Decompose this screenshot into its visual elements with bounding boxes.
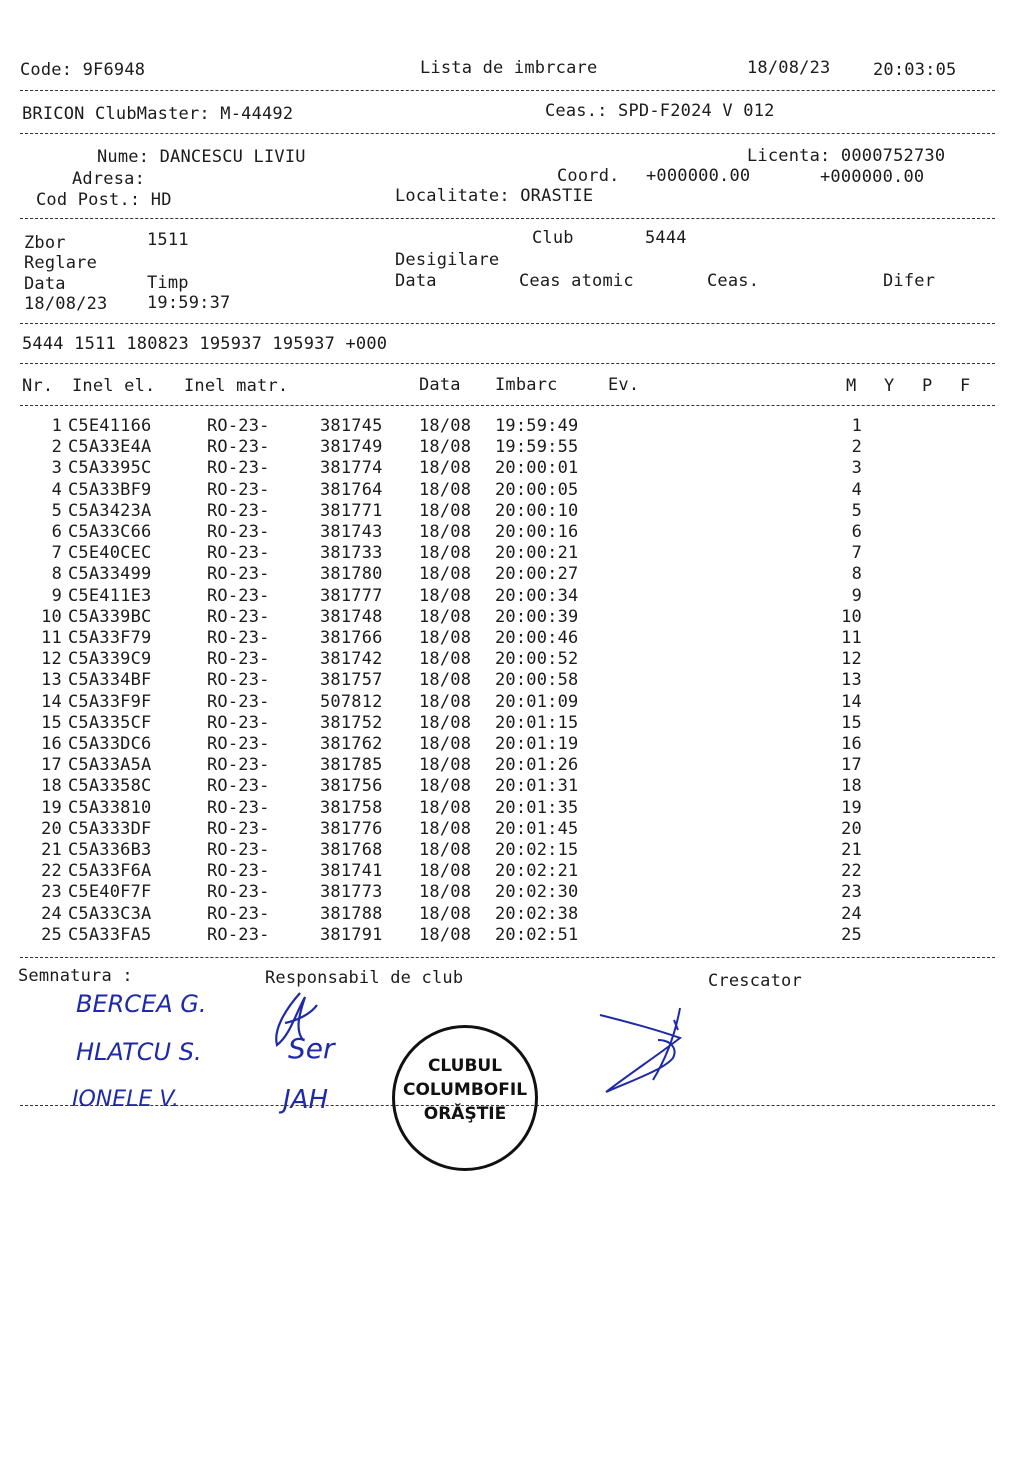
cell-imbarc: 20:00:01 xyxy=(495,458,579,479)
cell-data: 18/08 xyxy=(419,585,472,606)
cell-inel-el: C5A33810 xyxy=(68,797,152,818)
club-stamp xyxy=(392,1025,538,1171)
cell-m: 1 xyxy=(851,416,862,436)
owner-name: Nume: DANCESCU LIVIU xyxy=(97,147,306,167)
cell-m: 23 xyxy=(841,882,862,903)
unseal-date-label: Data xyxy=(395,271,437,291)
cell-prefix: RO-23- xyxy=(207,712,270,733)
divider xyxy=(20,363,995,364)
cell-prefix: RO-23- xyxy=(207,797,270,818)
cell-prefix: RO-23- xyxy=(207,882,270,903)
cell-matr: 381766 xyxy=(320,628,383,648)
cell-data: 18/08 xyxy=(419,691,472,712)
table-row xyxy=(0,819,1024,840)
cell-inel-el: C5A339C9 xyxy=(68,649,152,670)
cell-matr: 507812 xyxy=(320,691,383,712)
cell-matr: 381752 xyxy=(320,712,383,733)
cell-m: 19 xyxy=(841,797,862,818)
cell-nr: 8 xyxy=(51,564,62,585)
table-row xyxy=(0,458,1024,479)
coord-y: +000000.00 xyxy=(820,167,925,187)
cell-matr: 381745 xyxy=(320,416,383,436)
coord-label: Coord. xyxy=(557,166,620,186)
club-responsible-label: Responsabil de club xyxy=(265,968,464,988)
cell-matr: 381742 xyxy=(320,649,383,670)
cell-data: 18/08 xyxy=(419,458,472,479)
cell-inel-el: C5E40CEC xyxy=(68,543,152,564)
cell-data: 18/08 xyxy=(419,734,472,754)
cell-matr: 381768 xyxy=(320,840,383,860)
cell-nr: 13 xyxy=(41,670,62,691)
cell-matr: 381758 xyxy=(320,797,383,818)
cell-prefix: RO-23- xyxy=(207,543,270,564)
col-f: F xyxy=(960,376,971,396)
cell-m: 25 xyxy=(841,924,862,945)
cell-inel-el: C5A3423A xyxy=(68,500,152,521)
cell-prefix: RO-23- xyxy=(207,840,270,860)
cell-m: 5 xyxy=(851,500,862,521)
table-row xyxy=(0,840,1024,861)
cell-prefix: RO-23- xyxy=(207,585,270,606)
setting-date: 18/08/23 xyxy=(24,294,108,314)
cell-m: 24 xyxy=(841,903,862,924)
clock-label: Ceas. xyxy=(707,271,760,291)
cell-data: 18/08 xyxy=(419,479,472,500)
cell-m: 4 xyxy=(851,479,862,500)
cell-matr: 381776 xyxy=(320,818,383,839)
locality: Localitate: ORASTIE xyxy=(395,186,594,206)
club-number: 5444 xyxy=(645,228,687,248)
cell-m: 6 xyxy=(851,522,862,542)
cell-m: 22 xyxy=(841,861,862,882)
cell-nr: 12 xyxy=(41,649,62,670)
col-nr: Nr. xyxy=(22,376,54,396)
print-time: 20:03:05 xyxy=(873,60,957,80)
table-row xyxy=(0,437,1024,458)
cell-data: 18/08 xyxy=(419,500,472,521)
flight-number: 1511 xyxy=(147,230,189,250)
cell-m: 14 xyxy=(841,691,862,712)
date-label: Data xyxy=(24,274,66,294)
cell-imbarc: 20:01:15 xyxy=(495,712,579,733)
cell-m: 8 xyxy=(851,564,862,585)
cell-nr: 25 xyxy=(41,924,62,945)
cell-matr: 381780 xyxy=(320,564,383,585)
cell-m: 18 xyxy=(841,776,862,797)
cell-data: 18/08 xyxy=(419,543,472,564)
cell-matr: 381791 xyxy=(320,924,383,945)
cell-data: 18/08 xyxy=(419,776,472,797)
col-y: Y xyxy=(884,376,895,396)
table-row xyxy=(0,798,1024,819)
table-row xyxy=(0,734,1024,755)
cell-imbarc: 20:02:51 xyxy=(495,924,579,945)
difference-label: Difer xyxy=(883,271,936,291)
signature-scribble-icon xyxy=(255,985,355,1055)
cell-matr: 381762 xyxy=(320,734,383,754)
table-row xyxy=(0,670,1024,691)
cell-inel-el: C5A3395C xyxy=(68,458,152,479)
cell-nr: 2 xyxy=(51,437,62,458)
cell-prefix: RO-23- xyxy=(207,818,270,839)
cell-imbarc: 20:02:30 xyxy=(495,882,579,903)
cell-prefix: RO-23- xyxy=(207,479,270,500)
cell-imbarc: 19:59:49 xyxy=(495,416,579,436)
cell-imbarc: 20:00:58 xyxy=(495,670,579,691)
cell-prefix: RO-23- xyxy=(207,755,270,776)
cell-m: 12 xyxy=(841,649,862,670)
cell-inel-el: C5E40F7F xyxy=(68,882,152,903)
cell-matr: 381788 xyxy=(320,903,383,924)
table-row xyxy=(0,628,1024,649)
cell-data: 18/08 xyxy=(419,903,472,924)
divider xyxy=(20,218,995,219)
handwritten-name-1: BERCEA G. xyxy=(76,990,207,1018)
cell-inel-el: C5E411E3 xyxy=(68,585,152,606)
cell-data: 18/08 xyxy=(419,522,472,542)
club-label: Club xyxy=(532,228,574,248)
cell-data: 18/08 xyxy=(419,712,472,733)
cell-nr: 19 xyxy=(41,797,62,818)
cell-matr: 381733 xyxy=(320,543,383,564)
cell-m: 7 xyxy=(851,543,862,564)
cell-m: 10 xyxy=(841,606,862,627)
col-ev: Ev. xyxy=(608,375,640,395)
cell-inel-el: C5A3358C xyxy=(68,776,152,797)
cell-prefix: RO-23- xyxy=(207,564,270,585)
cell-m: 2 xyxy=(851,437,862,458)
divider xyxy=(20,957,995,958)
divider xyxy=(20,405,995,406)
cell-data: 18/08 xyxy=(419,628,472,648)
table-row xyxy=(0,607,1024,628)
cell-data: 18/08 xyxy=(419,840,472,860)
col-data: Data xyxy=(419,375,461,395)
cell-data: 18/08 xyxy=(419,606,472,627)
cell-m: 17 xyxy=(841,755,862,776)
setting-label: Reglare xyxy=(24,253,98,273)
cell-inel-el: C5A339BC xyxy=(68,606,152,627)
cell-matr: 381757 xyxy=(320,670,383,691)
cell-nr: 9 xyxy=(51,585,62,606)
cell-data: 18/08 xyxy=(419,755,472,776)
cell-prefix: RO-23- xyxy=(207,437,270,458)
cell-m: 13 xyxy=(841,670,862,691)
cell-imbarc: 20:01:45 xyxy=(495,818,579,839)
cell-imbarc: 20:01:31 xyxy=(495,776,579,797)
table-row xyxy=(0,755,1024,776)
cell-m: 11 xyxy=(841,628,862,648)
col-m: M xyxy=(846,376,857,396)
cell-matr: 381774 xyxy=(320,458,383,479)
cell-nr: 17 xyxy=(41,755,62,776)
cell-inel-el: C5A33C3A xyxy=(68,903,152,924)
cell-imbarc: 20:02:15 xyxy=(495,840,579,860)
cell-prefix: RO-23- xyxy=(207,924,270,945)
cell-prefix: RO-23- xyxy=(207,500,270,521)
cell-prefix: RO-23- xyxy=(207,649,270,670)
cell-prefix: RO-23- xyxy=(207,670,270,691)
cell-inel-el: C5A33BF9 xyxy=(68,479,152,500)
table-row xyxy=(0,564,1024,585)
cell-prefix: RO-23- xyxy=(207,776,270,797)
cell-nr: 24 xyxy=(41,903,62,924)
cell-imbarc: 20:00:21 xyxy=(495,543,579,564)
table-row xyxy=(0,692,1024,713)
signature-label: Semnatura : xyxy=(18,966,133,986)
cell-data: 18/08 xyxy=(419,797,472,818)
cell-inel-el: C5A334BF xyxy=(68,670,152,691)
cell-matr: 381756 xyxy=(320,776,383,797)
cell-prefix: RO-23- xyxy=(207,628,270,648)
table-row xyxy=(0,882,1024,903)
table-row xyxy=(0,861,1024,882)
time-label: Timp xyxy=(147,273,189,293)
print-date: 18/08/23 xyxy=(747,58,831,78)
cell-data: 18/08 xyxy=(419,861,472,882)
cell-data: 18/08 xyxy=(419,670,472,691)
cell-matr: 381773 xyxy=(320,882,383,903)
cell-imbarc: 20:00:34 xyxy=(495,585,579,606)
table-row xyxy=(0,776,1024,797)
cell-matr: 381764 xyxy=(320,479,383,500)
cell-nr: 11 xyxy=(41,628,62,648)
breeder-signature-icon xyxy=(598,1000,708,1100)
cell-data: 18/08 xyxy=(419,924,472,945)
cell-m: 15 xyxy=(841,712,862,733)
cell-matr: 381748 xyxy=(320,606,383,627)
cell-prefix: RO-23- xyxy=(207,606,270,627)
cell-inel-el: C5A335CF xyxy=(68,712,152,733)
divider xyxy=(20,90,995,91)
cell-inel-el: C5A33F9F xyxy=(68,691,152,712)
cell-data: 18/08 xyxy=(419,416,472,436)
cell-matr: 381741 xyxy=(320,861,383,882)
col-inel-el: Inel el. xyxy=(72,376,156,396)
cell-data: 18/08 xyxy=(419,564,472,585)
cell-m: 9 xyxy=(851,585,862,606)
clock-id: Ceas.: SPD-F2024 V 012 xyxy=(545,101,775,121)
breeder-label: Crescator xyxy=(708,971,802,991)
handwritten-name-2: HLATCU S. xyxy=(76,1038,202,1066)
cell-inel-el: C5A33DC6 xyxy=(68,734,152,754)
cell-m: 16 xyxy=(841,734,862,754)
table-row xyxy=(0,586,1024,607)
cell-nr: 16 xyxy=(41,734,62,754)
cell-imbarc: 20:00:27 xyxy=(495,564,579,585)
cell-inel-el: C5A33FA5 xyxy=(68,924,152,945)
cell-inel-el: C5A336B3 xyxy=(68,840,152,860)
cell-imbarc: 20:01:19 xyxy=(495,734,579,754)
cell-nr: 4 xyxy=(51,479,62,500)
table-row xyxy=(0,416,1024,437)
cell-nr: 14 xyxy=(41,691,62,712)
cell-prefix: RO-23- xyxy=(207,691,270,712)
cell-imbarc: 19:59:55 xyxy=(495,437,579,458)
cell-m: 21 xyxy=(841,840,862,860)
cell-nr: 20 xyxy=(41,818,62,839)
table-row xyxy=(0,543,1024,564)
cell-inel-el: C5A33499 xyxy=(68,564,152,585)
cell-data: 18/08 xyxy=(419,818,472,839)
cell-nr: 3 xyxy=(51,458,62,479)
cell-nr: 7 xyxy=(51,543,62,564)
cell-prefix: RO-23- xyxy=(207,903,270,924)
cell-matr: 381777 xyxy=(320,585,383,606)
handwritten-name-3: IONELE V. xyxy=(72,1087,179,1112)
cell-imbarc: 20:00:05 xyxy=(495,479,579,500)
cell-data: 18/08 xyxy=(419,882,472,903)
divider xyxy=(20,133,995,134)
cell-inel-el: C5A33E4A xyxy=(68,437,152,458)
cell-prefix: RO-23- xyxy=(207,734,270,754)
stamp-line-2: COLUMBOFIL xyxy=(402,1080,528,1100)
stamp-line-1: CLUBUL xyxy=(427,1056,503,1076)
cell-matr: 381771 xyxy=(320,500,383,521)
postal-code: Cod Post.: HD xyxy=(36,190,172,210)
flight-label: Zbor xyxy=(24,233,66,253)
cell-nr: 10 xyxy=(41,606,62,627)
cell-imbarc: 20:01:26 xyxy=(495,755,579,776)
col-inel-matr: Inel matr. xyxy=(184,376,289,396)
table-row xyxy=(0,649,1024,670)
code-label: Code: 9F6948 xyxy=(20,60,146,80)
divider xyxy=(20,323,995,324)
table-row xyxy=(0,501,1024,522)
cell-imbarc: 20:02:21 xyxy=(495,861,579,882)
cell-matr: 381743 xyxy=(320,522,383,542)
summary-line: 5444 1511 180823 195937 195937 +000 xyxy=(22,334,388,354)
cell-m: 20 xyxy=(841,818,862,839)
cell-matr: 381785 xyxy=(320,755,383,776)
address-label: Adresa: xyxy=(72,169,146,189)
cell-m: 3 xyxy=(851,458,862,479)
cell-inel-el: C5A333DF xyxy=(68,818,152,839)
col-p: P xyxy=(922,376,933,396)
cell-nr: 18 xyxy=(41,776,62,797)
cell-nr: 23 xyxy=(41,882,62,903)
cell-inel-el: C5A33F6A xyxy=(68,861,152,882)
cell-imbarc: 20:00:52 xyxy=(495,649,579,670)
cell-inel-el: C5E41166 xyxy=(68,416,152,436)
document-title: Lista de imbrcare xyxy=(420,58,598,78)
cell-data: 18/08 xyxy=(419,437,472,458)
col-imbarc: Imbarc xyxy=(495,375,558,395)
cell-nr: 15 xyxy=(41,712,62,733)
cell-prefix: RO-23- xyxy=(207,416,270,436)
cell-imbarc: 20:00:39 xyxy=(495,606,579,627)
table-row xyxy=(0,904,1024,925)
cell-imbarc: 20:02:38 xyxy=(495,903,579,924)
cell-inel-el: C5A33A5A xyxy=(68,755,152,776)
cell-inel-el: C5A33C66 xyxy=(68,522,152,542)
cell-imbarc: 20:00:10 xyxy=(495,500,579,521)
handwritten-signature-2: Ser xyxy=(288,1032,335,1065)
atomic-clock-label: Ceas atomic xyxy=(519,271,634,291)
cell-imbarc: 20:00:16 xyxy=(495,522,579,542)
cell-prefix: RO-23- xyxy=(207,458,270,479)
cell-imbarc: 20:01:35 xyxy=(495,797,579,818)
cell-nr: 1 xyxy=(51,416,62,436)
cell-inel-el: C5A33F79 xyxy=(68,628,152,648)
table-row xyxy=(0,713,1024,734)
setting-time: 19:59:37 xyxy=(147,293,231,313)
table-row xyxy=(0,522,1024,543)
cell-nr: 5 xyxy=(51,500,62,521)
cell-prefix: RO-23- xyxy=(207,861,270,882)
cell-data: 18/08 xyxy=(419,649,472,670)
handwritten-signature-3: JAH xyxy=(283,1085,329,1115)
table-row xyxy=(0,480,1024,501)
cell-imbarc: 20:01:09 xyxy=(495,691,579,712)
cell-nr: 22 xyxy=(41,861,62,882)
cell-imbarc: 20:00:46 xyxy=(495,628,579,648)
unseal-label: Desigilare xyxy=(395,250,500,270)
clubmaster-id: BRICON ClubMaster: M-44492 xyxy=(22,104,294,124)
cell-matr: 381749 xyxy=(320,437,383,458)
license-number: Licenta: 0000752730 xyxy=(747,146,946,166)
coord-x: +000000.00 xyxy=(646,166,751,186)
cell-nr: 21 xyxy=(41,840,62,860)
table-row xyxy=(0,925,1024,946)
cell-nr: 6 xyxy=(51,522,62,542)
cell-prefix: RO-23- xyxy=(207,522,270,542)
stamp-line-3: ORĂŞTIE xyxy=(423,1104,507,1124)
